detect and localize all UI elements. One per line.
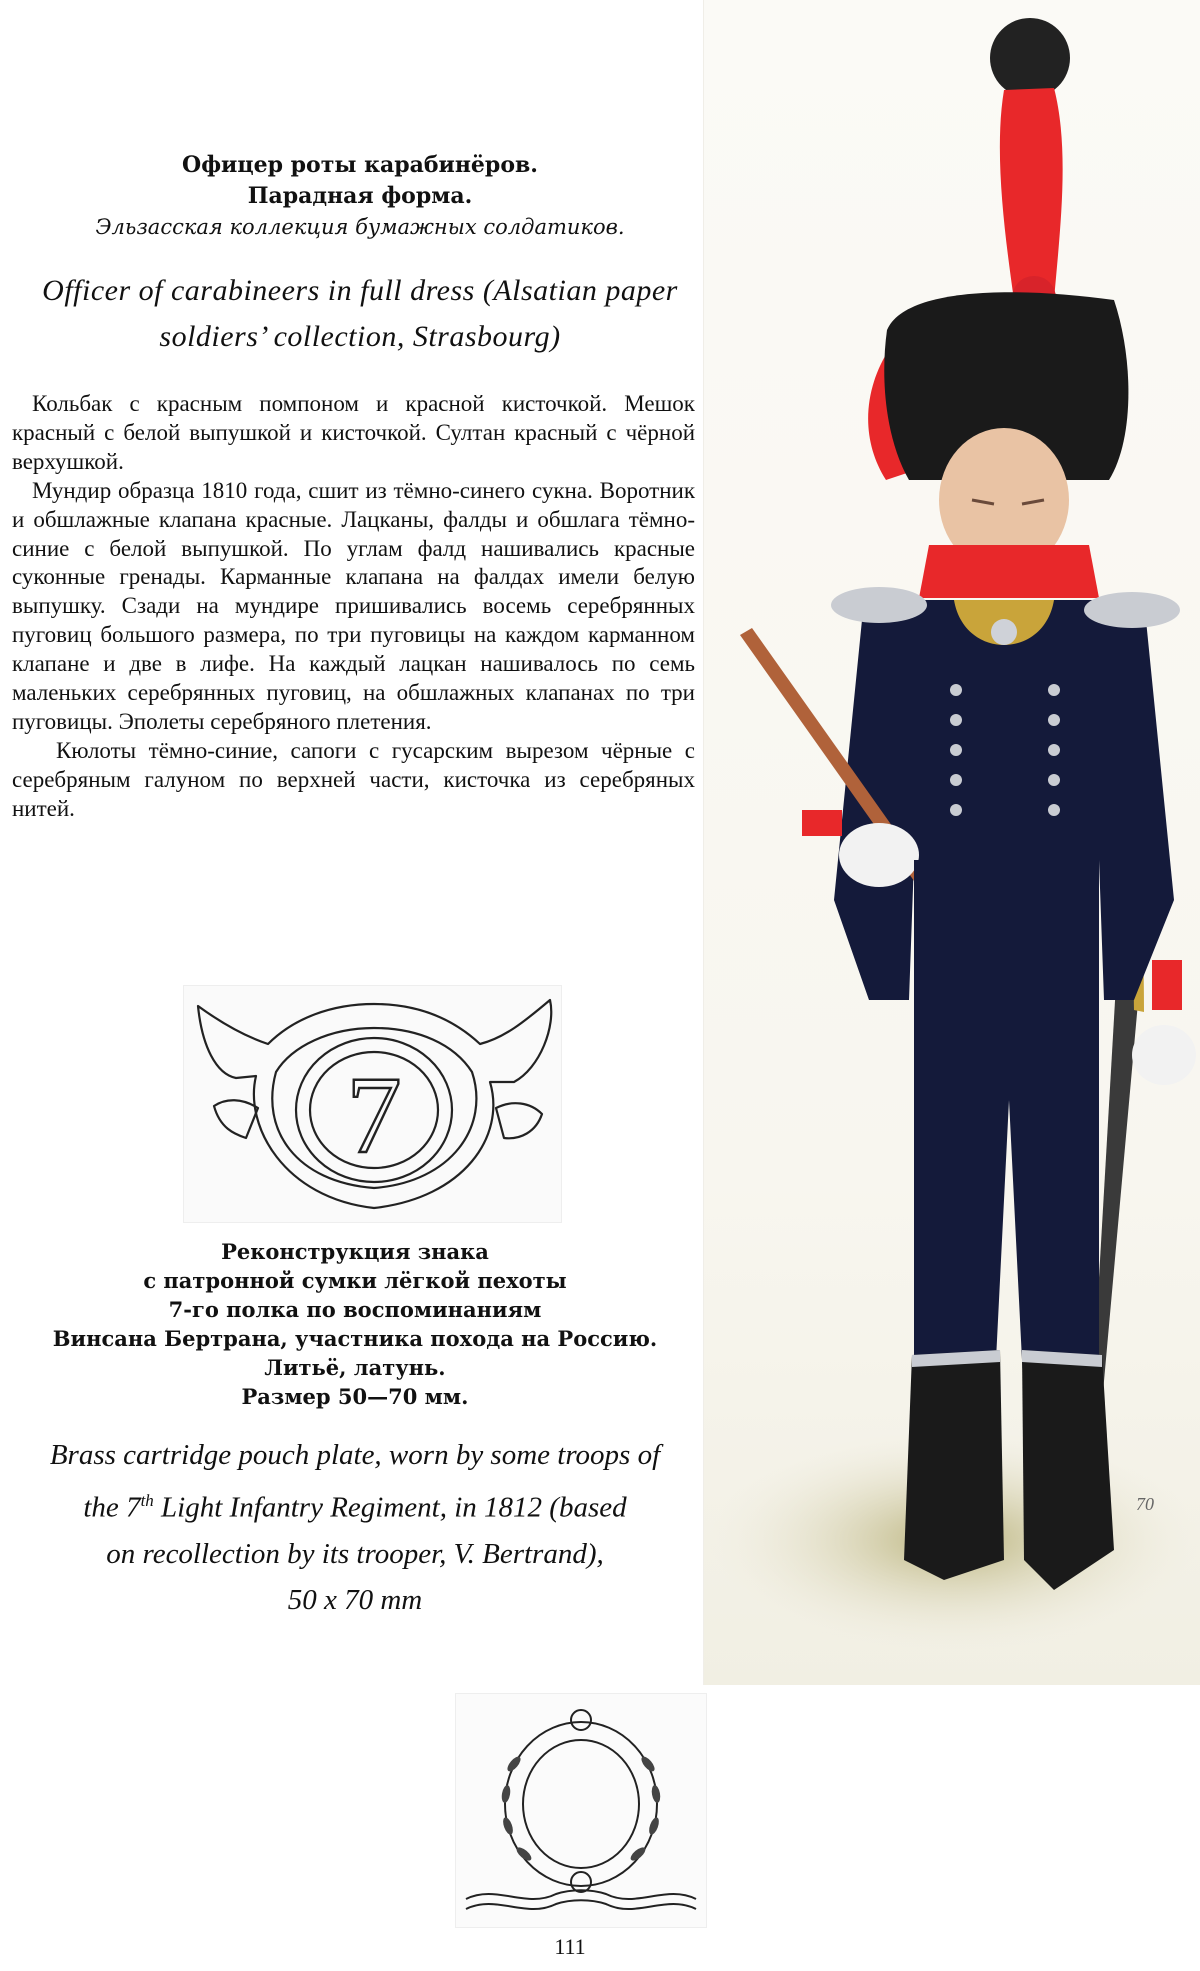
english-heading-line2: soldiers’ collection, Strasbourg) <box>159 320 561 353</box>
plume-pompom <box>990 18 1070 98</box>
right-epaulette <box>1084 592 1180 628</box>
description-paragraph: Мундир образца 1810 года, сшит из тёмно-синего сукна. Воротник и обшлажные клапана красные. Лацканы, фалды и обшлага тёмно-синие с белой выпушкой. По углам фалд нашивались красные суконные гренады. Карманные клапана на фалдах имели белую выпушку. Сзади на мундире пришивались восемь серебрянных пуговиц большого размера, по три пуговицы на каждом карманном клапане и две в лифе. На каждый лацкан нашивалось по семь маленьких серебрянных пуговиц, на обшлажных клапанах по три пуговицы. Эполеты серебряного плетения. <box>12 477 695 734</box>
breeches <box>914 860 1099 1400</box>
english-heading-line1: Officer of carabineers in full dress (Alsatian paper <box>42 274 678 307</box>
english-badge-caption <box>10 1432 700 1623</box>
artist-signature: 70 <box>1136 1494 1154 1514</box>
badge-caption-line: Винсана Бертрана, участника похода на Россию. <box>52 1326 658 1351</box>
officer-illustration <box>703 0 1200 1685</box>
english-caption-line: on recollection by its trooper, V. Bertrand), <box>106 1537 604 1570</box>
page-title: Офицер роты карабинёров. <box>182 152 538 178</box>
description-paragraph: Кольбак с красным помпоном и красной кисточкой. Мешок красный с белой выпушкой и кисточкой. Султан красный с чёрной верхушкой. <box>12 391 695 474</box>
officer-figure <box>704 0 1200 1685</box>
page-subtitle: Эльзасская коллекция бумажных солдатиков. <box>95 215 625 239</box>
laurel-wreath-icon <box>456 1694 706 1927</box>
english-heading <box>15 268 705 360</box>
right-glove <box>1132 1025 1196 1085</box>
description-paragraph: Кюлоты тёмно-синие, сапоги с гусарским вырезом чёрные с серебряным галуном по верхней части, кисточка из серебряных нитей. <box>12 737 695 821</box>
hunting-horn-icon <box>184 986 561 1222</box>
english-caption-line: Brass cartridge pouch plate, worn by some troops of <box>49 1439 661 1471</box>
badge-caption-line: 7-го полка по воспоминаниям <box>168 1297 542 1322</box>
badge-numeral: 7 <box>346 1054 402 1176</box>
page-title-line2: Парадная форма. <box>247 183 473 209</box>
english-caption-line: the 7th Light Infantry Regiment, in 1812 (based <box>83 1491 627 1524</box>
badge-caption-line: Реконструкция знака <box>221 1239 489 1264</box>
right-boot <box>1022 1350 1114 1590</box>
title-block <box>20 150 700 242</box>
description-text <box>12 390 695 824</box>
badge-caption-line: с патронной сумки лёгкой пехоты <box>143 1268 567 1293</box>
laurel-wreath-image <box>455 1693 707 1928</box>
page-number: 111 <box>554 1934 586 1959</box>
horn-badge-image <box>183 985 562 1223</box>
badge-caption-line: Литьё, латунь. <box>264 1355 446 1380</box>
red-plume <box>1000 88 1063 300</box>
left-cuff <box>802 810 842 836</box>
left-epaulette <box>831 587 927 623</box>
red-collar <box>919 545 1099 598</box>
english-caption-line: 50 x 70 mm <box>287 1583 423 1616</box>
badge-caption-line: Размер 50—70 мм. <box>241 1384 469 1409</box>
badge-caption <box>10 1237 700 1411</box>
left-boot <box>904 1350 1004 1580</box>
right-cuff <box>1152 960 1182 1010</box>
left-glove <box>839 823 919 887</box>
